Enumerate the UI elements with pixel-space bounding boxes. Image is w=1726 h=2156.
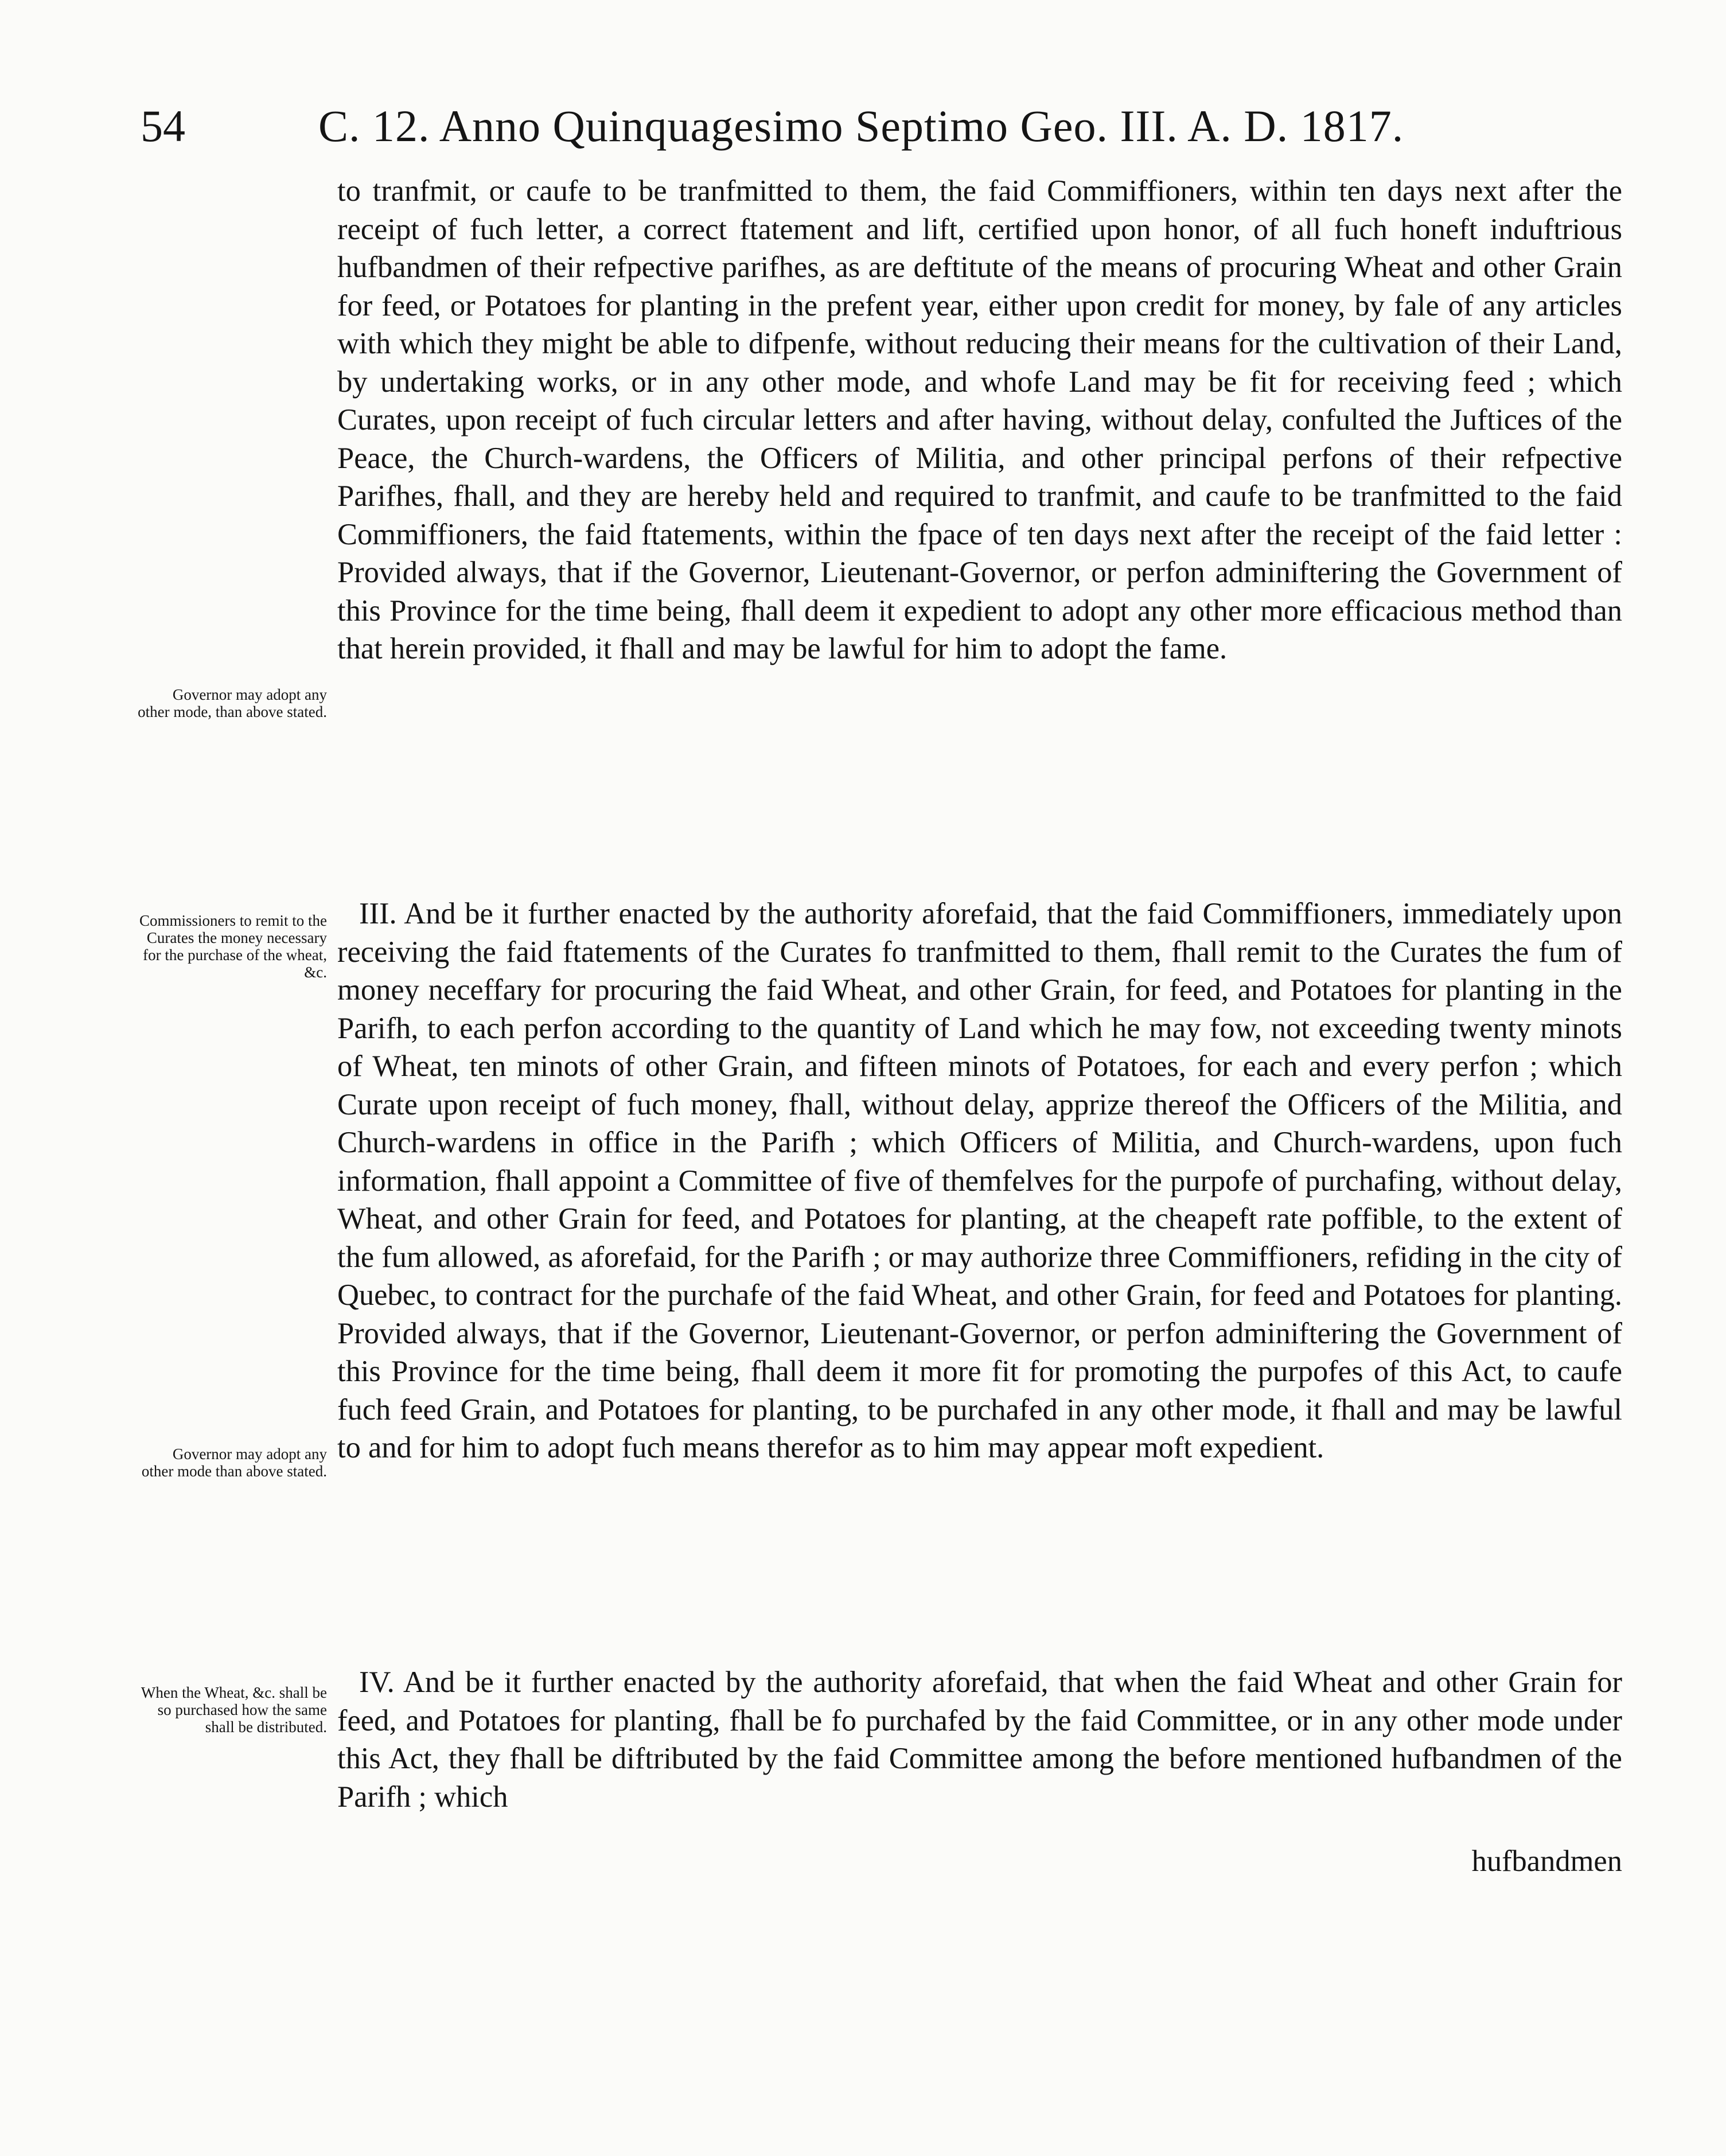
section-iii	[337, 895, 1622, 1467]
paragraph: IV. And be it further enacted by the authority aforefaid, that when the faid Wheat and other Grain for feed, and Potatoes for planting, fhall be fo purchafed by the faid Committee, or in any other mode under this Act, they fhall be diftributed by the faid Committee among the before mentioned hufbandmen of the Parifh ; which	[337, 1666, 1622, 1814]
margin-note: Governor may adopt any other mode than above stated.	[141, 1445, 327, 1480]
margin-note: Governor may adopt any other mode, than above stated.	[138, 686, 327, 720]
running-head: C. 12. Anno Quinquagesimo Septimo Geo. III. A. D. 1817.	[318, 101, 1404, 151]
catchword: hufbandmen	[1471, 1845, 1622, 1878]
margin-note: Commissioners to remit to the Curates the money necessary for the purchase of the wheat, &c.	[139, 912, 327, 981]
paragraph: III. And be it further enacted by the authority aforefaid, that the faid Commiffioners, immediately upon receiving the faid ftatements of the Curates fo tranfmitted to them, fhall remit to the Curates the fum of money neceffary for procuring the faid Wheat, and other Grain, for feed, and Potatoes for planting in the Parifh, to each perfon according to the quantity of Land which he may fow, not exceeding twenty minots of Wheat, ten minots of other Grain, and fifteen minots of Potatoes, for each and every perfon ; which Curate upon receipt of fuch money, fhall, without delay, apprize thereof the Officers of the Militia, and Church-wardens in office in the Parifh ; which Officers of Militia, and Church-wardens, upon fuch information, fhall appoint a Committee of five of themfelves for the purpofe of purchafing, without delay, Wheat, and other Grain for feed, and Potatoes for planting, at the cheapeft rate poffible, to the extent of the fum allowed, as aforefaid, for the Parifh ; or may authorize three Commiffioners, refiding in the city of Quebec, to contract for the purchafe of the faid Wheat, and other Grain, for feed and Potatoes for planting. Provided always, that if the Governor, Lieutenant-Governor, or perfon adminiftering the Government of this Province for the time being, fhall deem it more fit for promoting the purpofes of this Act, to caufe fuch feed Grain, and Potatoes for planting, to be purchafed in any other mode, it fhall and may be lawful to and for him to adopt fuch means therefor as to him may appear moft expedient.	[337, 897, 1622, 1464]
paragraph: to tranfmit, or caufe to be tranfmitted to them, the faid Commiffioners, within ten days next after the receipt of fuch letter, a correct ftatement and lift, certified upon honor, of all fuch honeft induftrious hufbandmen of their refpective parifhes, as are deftitute of the means of procuring Wheat and other Grain for feed, or Potatoes for planting in the prefent year, either upon credit for money, by fale of any articles with which they might be able to difpenfe, without reducing their means for the cultivation of their Land, by undertaking works, or in any other mode, and whofe Land may be fit for receiving feed ; which Curates, upon receipt of fuch circular letters and after having, without delay, confulted the Juftices of the Peace, the Church-wardens, the Officers of Militia, and other principal perfons of their refpective Parifhes, fhall, and they are hereby held and required to tranfmit, and caufe to be tranfmitted to the faid Commiffioners, the faid ftatements, within the fpace of ten days next after the receipt of the faid letter : Provided always, that if the Governor, Lieutenant-Governor, or perfon adminiftering the Government of this Province for the time being, fhall deem it expedient to adopt any other more efficacious method than that herein provided, it fhall and may be lawful for him to adopt the fame.	[337, 174, 1622, 665]
section-iv	[337, 1663, 1622, 1816]
margin-note: When the Wheat, &c. shall be so purchased how the same shall be distributed.	[141, 1684, 327, 1736]
body-text-continued	[337, 172, 1622, 668]
page-number: 54	[141, 101, 185, 151]
page-header	[141, 92, 1620, 161]
